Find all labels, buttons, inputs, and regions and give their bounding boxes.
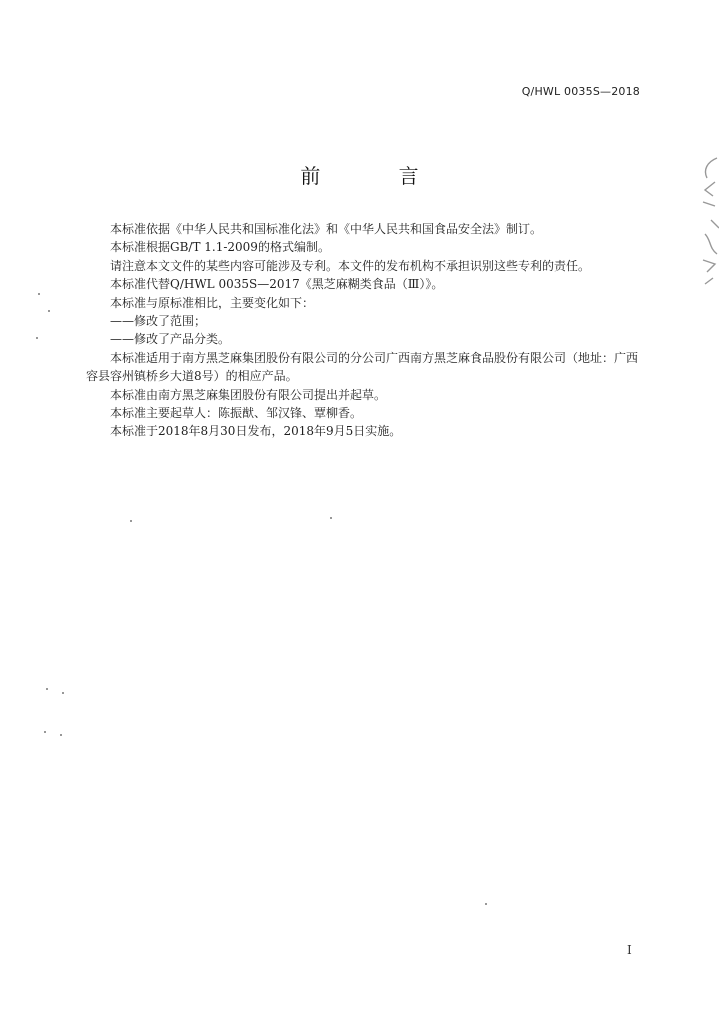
standard-code: Q/HWL 0035S—2018 xyxy=(521,85,640,98)
scan-speck xyxy=(130,520,132,522)
list-item: ——修改了产品分类。 xyxy=(110,332,231,347)
foreword-body xyxy=(86,220,646,441)
list-item: ——修改了范围； xyxy=(110,314,207,329)
scan-speck xyxy=(36,337,38,339)
scan-speck xyxy=(60,734,62,736)
scan-speck xyxy=(62,692,64,694)
paragraph: 本标准于2018年8月30日发布，2018年9月5日实施。 xyxy=(110,424,402,439)
paragraph: 本标准代替Q/HWL 0035S—2017《黑芝麻糊类食品（Ⅲ）》。 xyxy=(110,277,444,292)
paragraph: 本标准适用于南方黑芝麻集团股份有限公司的分公司广西南方黑芝麻食品股份有限公司（地址：广西容县容州镇桥乡大道8号）的相应产品。 xyxy=(86,350,639,384)
scan-speck xyxy=(330,517,332,519)
scan-speck xyxy=(38,293,40,295)
paragraph: 本标准由南方黑芝麻集团股份有限公司提出并起草。 xyxy=(110,387,387,402)
scan-speck xyxy=(46,688,48,690)
page-title: 前 言 xyxy=(300,164,455,188)
paragraph: 请注意本文文件的某些内容可能涉及专利。本文件的发布机构不承担识别这些专利的责任。 xyxy=(110,258,591,273)
paragraph: 本标准根据GB/T 1.1-2009的格式编制。 xyxy=(110,240,330,255)
paragraph: 本标准依据《中华人民共和国标准化法》和《中华人民共和国食品安全法》制订。 xyxy=(110,222,543,236)
page-number: I xyxy=(627,943,632,957)
seal-stamp-fragment xyxy=(697,150,719,290)
paragraph: 本标准主要起草人：陈振猷、邹汉锋、覃柳香。 xyxy=(110,406,363,421)
scan-speck xyxy=(48,310,50,312)
paragraph: 本标准与原标准相比，主要变化如下： xyxy=(110,295,315,310)
scan-speck xyxy=(44,731,46,733)
scan-speck xyxy=(485,903,487,905)
